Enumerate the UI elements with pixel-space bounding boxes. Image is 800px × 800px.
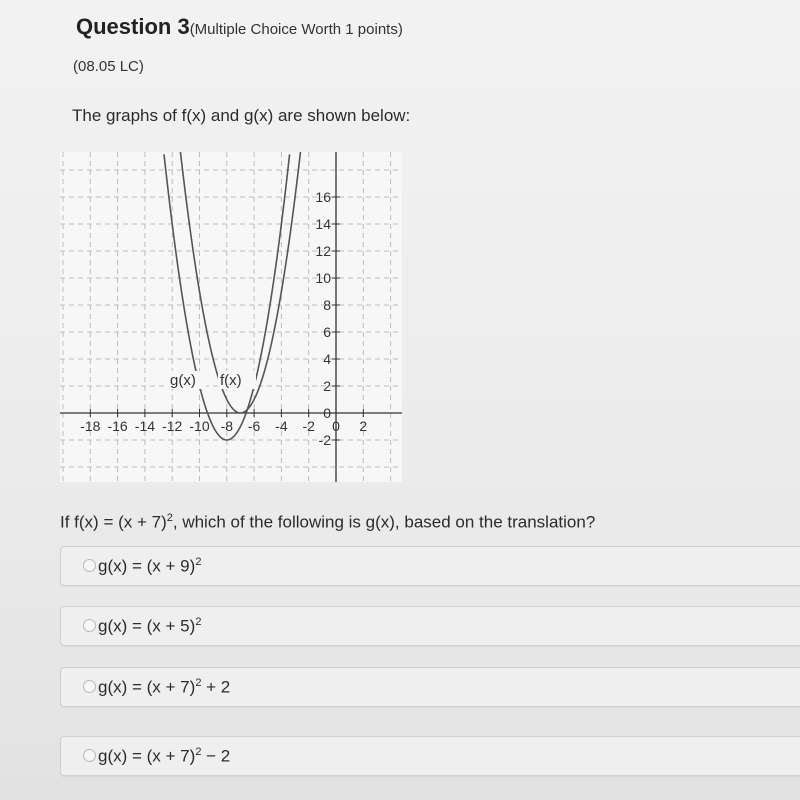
option-label: $g(x) = (x + 9)^2$ [98, 556, 202, 576]
question-header [76, 14, 403, 40]
question-points: (Multiple Choice Worth 1 points) [189, 21, 403, 38]
y-tick-label: 14 [315, 216, 331, 232]
x-tick-label: -6 [247, 418, 261, 434]
question-prompt [60, 512, 595, 533]
y-tick-label: 2 [323, 378, 331, 394]
x-tick-label: -4 [275, 418, 288, 434]
x-tick-label: -16 [107, 418, 128, 434]
y-tick-label: 6 [323, 324, 331, 340]
x-tick-label: -14 [134, 418, 156, 434]
radio-button[interactable] [83, 680, 96, 693]
option-label: $g(x) = (x + 7)^2 + 2$ [98, 677, 231, 697]
radio-button[interactable] [83, 619, 96, 632]
radio-button[interactable] [83, 559, 96, 572]
y-tick-label: -2 [318, 432, 331, 448]
prompt-text-a: If f(x) = (x + 7) [60, 512, 167, 532]
y-tick-label: 8 [323, 297, 331, 313]
y-tick-label: 12 [315, 243, 331, 259]
y-tick-label: 16 [315, 189, 331, 205]
x-tick-label: 0 [332, 418, 340, 434]
option-label: $g(x) = (x + 5)^2$ [98, 616, 202, 636]
y-tick-label: 0 [323, 405, 331, 421]
function-graph [60, 152, 402, 482]
x-tick-label: -10 [189, 418, 210, 434]
option-label: $g(x) = (x + 7)^2 - 2$ [98, 746, 231, 766]
graph-svg [60, 152, 402, 482]
answer-option-d[interactable] [60, 736, 800, 776]
y-tick-label: 4 [323, 351, 331, 367]
answer-option-b[interactable] [60, 606, 800, 646]
question-intro: The graphs of f(x) and g(x) are shown below: [72, 106, 411, 125]
prompt-exponent: 2 [166, 512, 173, 524]
question-code: (08.05 LC) [73, 58, 144, 75]
radio-button[interactable] [83, 749, 96, 762]
x-tick-label: -12 [162, 418, 183, 434]
y-tick-label: 10 [315, 270, 331, 286]
g-curve-label: g(x) [170, 372, 196, 389]
prompt-text-b: , which of the following is g(x), based on the translation? [172, 512, 596, 532]
answer-option-a[interactable] [60, 546, 800, 586]
x-tick-label: 2 [359, 418, 368, 434]
x-tick-label: -8 [220, 418, 234, 434]
x-tick-label: -2 [302, 418, 315, 434]
x-tick-label: -18 [80, 418, 101, 434]
answer-option-c[interactable] [60, 667, 800, 707]
question-title: Question 3 [76, 14, 190, 39]
f-curve-label: f(x) [220, 372, 242, 389]
